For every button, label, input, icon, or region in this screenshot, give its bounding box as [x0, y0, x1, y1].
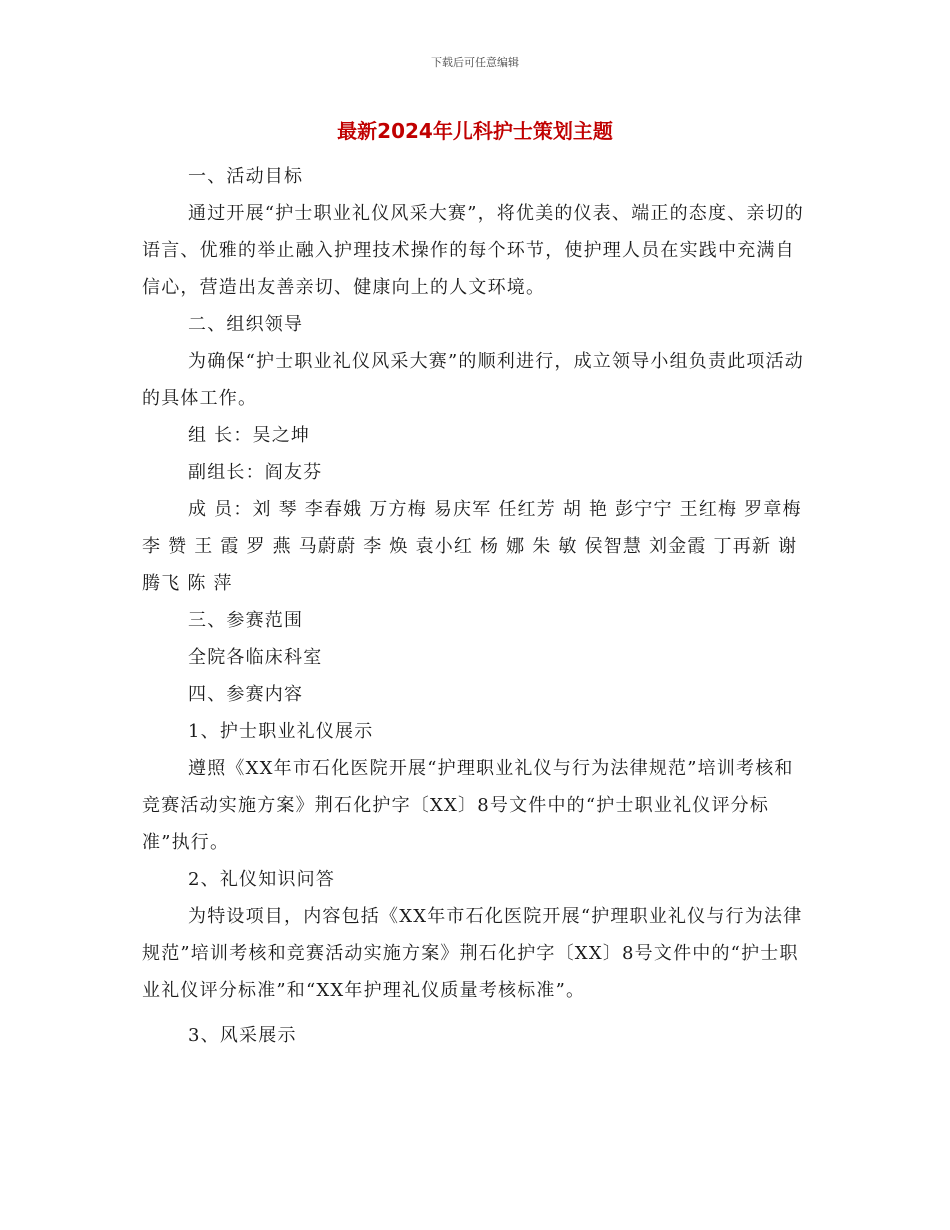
- paragraph: 为确保“护士职业礼仪风采大赛”的顺利进行，成立领导小组负责此项活动的具体工作。: [142, 351, 805, 409]
- paragraph: 全院各临床科室: [188, 647, 323, 668]
- section-heading: 四、参赛内容: [188, 684, 304, 705]
- section-heading: 三、参赛范围: [188, 610, 304, 631]
- item-heading: 2、礼仪知识问答: [188, 869, 336, 890]
- paragraph: 通过开展“护士职业礼仪风采大赛”，将优美的仪表、端正的态度、亲切的语言、优雅的举止融入护理技术操作的每个环节，使护理人员在实践中充满自信心，营造出友善亲切、健康向上的人文环境。: [142, 203, 805, 298]
- members-line: 成 员：刘 琴 李春娥 万方梅 易庆军 任红芳 胡 艳 彭宁宁 王红梅 罗章梅 李 赞 王 霞 罗 燕 马蔚蔚 李 焕 袁小红 杨 娜 朱 敏 侯智慧 刘金霞 丁再新 谢腾飞 陈 萍: [142, 499, 802, 594]
- document-body: [142, 158, 810, 1054]
- item-heading: 3、风采展示: [188, 1025, 297, 1046]
- leader-line: 组 长：吴之坤: [188, 425, 311, 446]
- document-title: 最新2024年儿科护士策划主题: [337, 119, 613, 143]
- section-heading: 二、组织领导: [188, 314, 304, 335]
- section-heading: 一、活动目标: [188, 166, 304, 187]
- paragraph: 遵照《XX年市石化医院开展“护理职业礼仪与行为法律规范”培训考核和竞赛活动实施方案》荆石化护字〔XX〕8号文件中的“护士职业礼仪评分标准”执行。: [142, 758, 794, 853]
- vice-leader-line: 副组长：阎友芬: [188, 462, 323, 483]
- page-header: 下载后可任意编辑: [431, 56, 519, 69]
- paragraph: 为特设项目，内容包括《XX年市石化医院开展“护理职业礼仪与行为法律规范”培训考核和竞赛活动实施方案》荆石化护字〔XX〕8号文件中的“护士职业礼仪评分标准”和“XX年护理礼仪质量考核标准”。: [142, 906, 803, 1001]
- item-heading: 1、护士职业礼仪展示: [188, 721, 374, 742]
